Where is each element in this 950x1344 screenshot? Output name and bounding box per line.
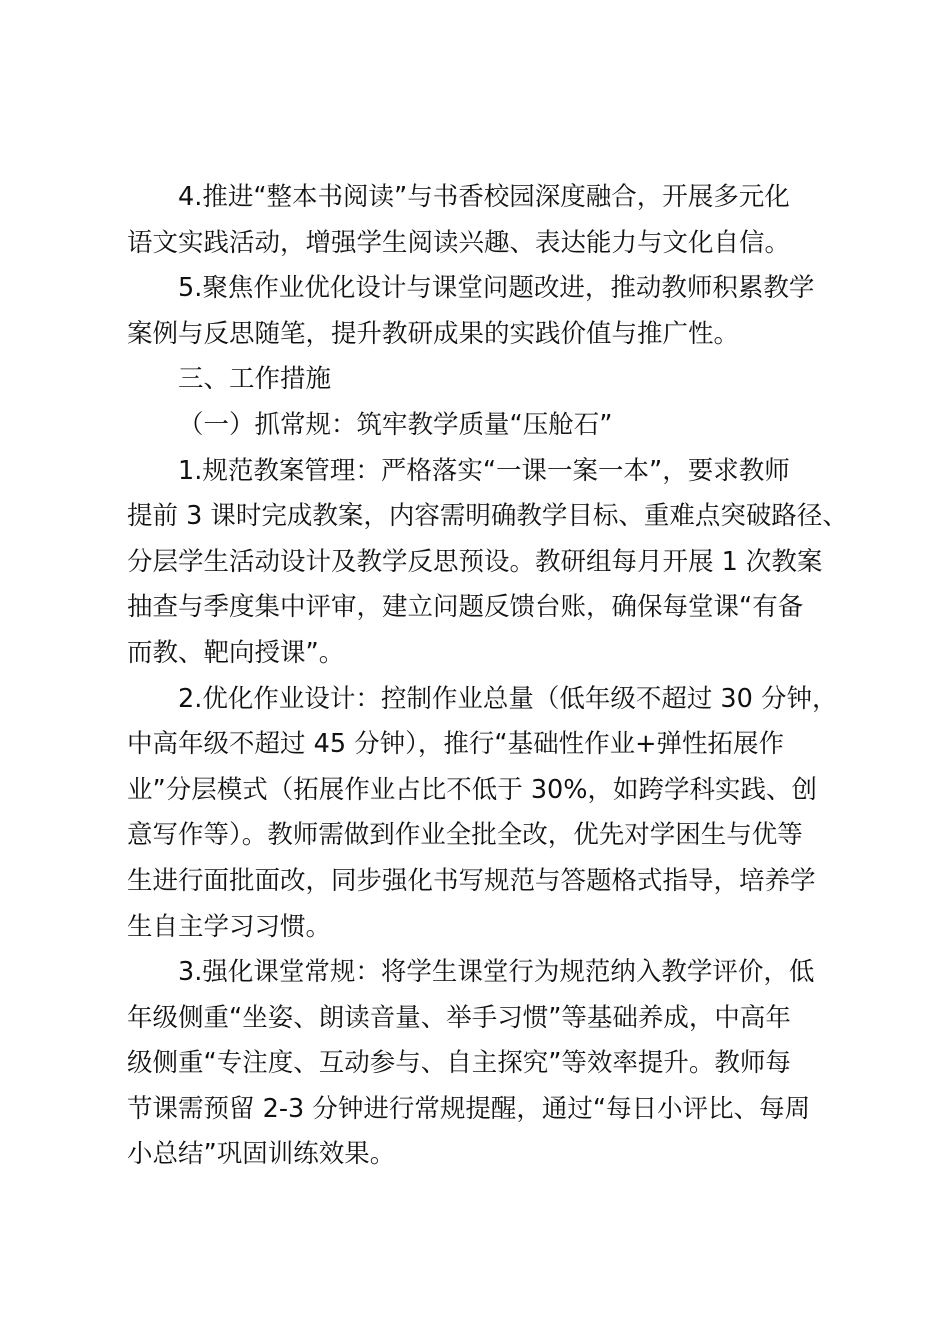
paragraph-homework-research [127, 266, 850, 357]
text-line: 抽查与季度集中评审，建立问题反馈台账，确保每堂课“有备 [127, 592, 804, 623]
text-line: 意写作等）。教师需做到作业全批全改，优先对学困生与优等 [127, 820, 803, 851]
text-line: 分层学生活动设计及教学反思预设。教研组每月开展 1 次教案 [127, 546, 823, 577]
paragraph-homework-design [127, 677, 850, 951]
text-line: 而教、靶向授课”。 [127, 637, 345, 668]
text-line: 提前 3 课时完成教案，内容需明确教学目标、重难点突破路径、 [127, 501, 848, 532]
heading-text: （一）抓常规：筑牢教学质量“压舱石” [178, 409, 613, 440]
text-line: 生自主学习习惯。 [127, 911, 332, 942]
text-line: 业”分层模式（拓展作业占比不低于 30%，如跨学科实践、创 [127, 774, 817, 805]
text-line: 5.聚焦作业优化设计与课堂问题改进，推动教师积累教学 [178, 273, 815, 304]
heading-text: 三、工作措施 [178, 364, 332, 395]
text-line: 案例与反思随笔，提升教研成果的实践价值与推广性。 [127, 318, 740, 349]
text-line: 中高年级不超过 45 分钟），推行“基础性作业+弹性拓展作 [127, 729, 784, 760]
section-heading-work-measures [127, 357, 850, 403]
text-line: 3.强化课堂常规：将学生课堂行为规范纳入教学评价，低 [178, 957, 815, 988]
text-line: 年级侧重“坐姿、朗读音量、举手习惯”等基础养成，中高年 [127, 1002, 791, 1033]
text-line: 节课需预留 2-3 分钟进行常规提醒，通过“每日小评比、每周 [127, 1093, 811, 1124]
text-line: 级侧重“专注度、互动参与、自主探究”等效率提升。教师每 [127, 1048, 791, 1079]
text-line: 1.规范教案管理：严格落实“一课一案一本”，要求教师 [178, 455, 790, 486]
text-line: 小总结”巩固训练效果。 [127, 1139, 396, 1170]
subsection-heading-routine [127, 403, 850, 449]
paragraph-reading-integration [127, 175, 850, 266]
text-line: 生进行面批面改，同步强化书写规范与答题格式指导，培养学 [127, 865, 816, 896]
text-line: 语文实践活动，增强学生阅读兴趣、表达能力与文化自信。 [127, 227, 791, 258]
paragraph-lesson-plan-management [127, 449, 850, 677]
text-line: 4.推进“整本书阅读”与书香校园深度融合，开展多元化 [178, 182, 790, 212]
paragraph-classroom-routine [127, 950, 850, 1178]
text-line: 2.优化作业设计：控制作业总量（低年级不超过 30 分钟， [178, 683, 838, 714]
